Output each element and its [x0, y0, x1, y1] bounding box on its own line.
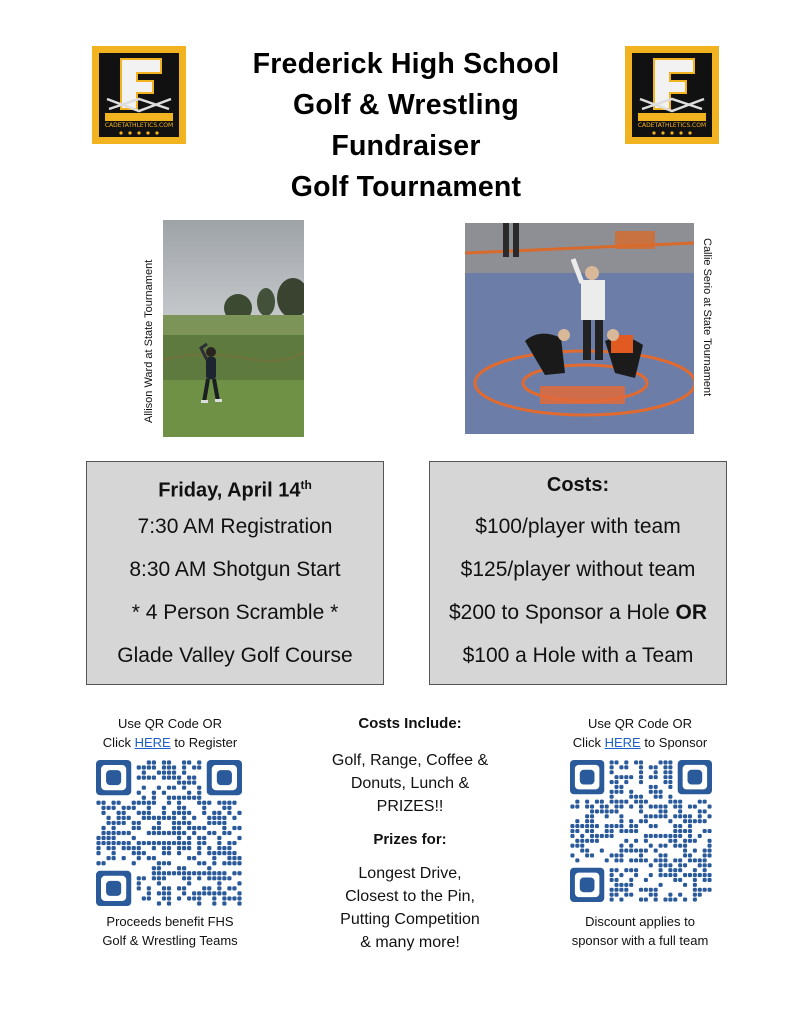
sponsor-link[interactable]: HERE — [604, 735, 641, 750]
includes-line: PRIZES!! — [376, 798, 444, 815]
cost-line-text: $200 to Sponsor a Hole — [449, 601, 676, 624]
register-instructions — [80, 714, 260, 752]
register-line2 — [80, 733, 260, 752]
title-line: Golf & Wrestling — [293, 89, 519, 121]
title-line: Golf Tournament — [290, 171, 522, 203]
prize-line: Closest to the Pin, — [345, 888, 475, 905]
register-footer — [80, 912, 260, 950]
wrestling-photo — [465, 223, 694, 434]
event-date-main: Friday, April 14 — [158, 479, 301, 502]
includes-line: Donuts, Lunch & — [350, 775, 470, 792]
cadet-logo-icon — [632, 53, 712, 137]
event-date-suffix: th — [300, 478, 312, 492]
schedule-line: 7:30 AM Registration — [137, 515, 333, 538]
cost-line: $100/player with team — [475, 515, 681, 538]
register-line1: Use QR Code OR — [117, 716, 223, 731]
school-logo-right — [625, 46, 719, 144]
qr-code-icon — [570, 760, 712, 902]
sponsor-qr-code[interactable] — [570, 760, 712, 902]
page-title — [190, 44, 622, 208]
schedule-line: 8:30 AM Shotgun Start — [129, 558, 341, 581]
register-footer-line2: Golf & Wrestling Teams — [102, 933, 238, 948]
wrestling-photo-caption: Callie Serio at State Tournament — [701, 238, 713, 397]
includes-line: Golf, Range, Coffee & — [331, 752, 489, 769]
sponsor-line2 — [550, 733, 730, 752]
register-footer-line1: Proceeds benefit FHS — [106, 914, 234, 929]
qr-code-icon — [96, 760, 242, 906]
costs-include-section — [300, 714, 520, 954]
school-logo-left — [92, 46, 186, 144]
sponsor-footer-line1: Discount applies to — [585, 914, 695, 929]
golfer-photo-caption: Allison Ward at State Tournament — [143, 259, 155, 423]
sponsor-line1: Use QR Code OR — [587, 716, 693, 731]
cadet-logo-icon — [99, 53, 179, 137]
cost-line: $100 a Hole with a Team — [462, 644, 694, 667]
register-qr-code[interactable] — [96, 760, 242, 906]
cost-line: $125/player without team — [460, 558, 696, 581]
sponsor-after-text: to Sponsor — [640, 735, 708, 750]
costs-box — [429, 461, 727, 685]
event-date — [87, 471, 383, 505]
prize-line: Longest Drive, — [358, 865, 462, 882]
schedule-line: * 4 Person Scramble * — [131, 601, 339, 624]
schedule-box — [86, 461, 384, 685]
cost-line-or: OR — [675, 601, 707, 624]
schedule-line: Glade Valley Golf Course — [117, 644, 353, 667]
logo-banner-text: CADETATHLETICS.COM — [637, 122, 707, 129]
register-after-text: to Register — [170, 735, 238, 750]
sponsor-footer-line2: sponsor with a full team — [571, 933, 709, 948]
costs-heading: Costs: — [546, 474, 610, 496]
golfer-photo — [163, 220, 304, 437]
title-line: Frederick High School — [252, 48, 560, 80]
sponsor-click-text: Click — [572, 735, 605, 750]
sponsor-footer — [550, 912, 730, 950]
register-click-text: Click — [102, 735, 135, 750]
logo-banner-text: CADETATHLETICS.COM — [104, 122, 174, 129]
prize-line: Putting Competition — [340, 911, 480, 928]
sponsor-instructions — [550, 714, 730, 752]
title-line: Fundraiser — [331, 130, 481, 162]
register-link[interactable]: HERE — [134, 735, 171, 750]
prize-line: & many more! — [360, 934, 460, 951]
costs-include-heading: Costs Include: — [358, 715, 462, 732]
prizes-heading: Prizes for: — [373, 831, 447, 848]
cost-line — [430, 591, 726, 634]
